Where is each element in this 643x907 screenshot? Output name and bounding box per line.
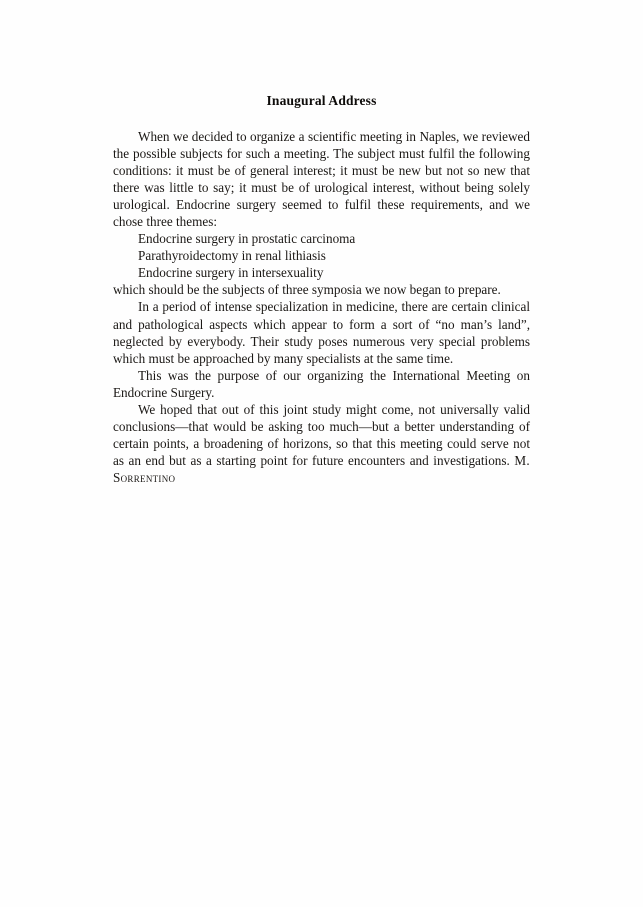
closing-text: We hoped that out of this joint study might come, not universally valid conclusions—that would be asking too much—but a better understanding of certain points, a broadening of horizons, so that this meeting could serve not as an end but as a starting point for future encounters and investigations. (113, 401, 530, 468)
paragraph-closing (113, 401, 530, 486)
paragraph-after-list: which should be the subjects of three symposia we now began to prepare. (113, 282, 501, 298)
paragraph-specialization: In a period of intense specialization in medicine, there are certain clinical and pathological aspects which appear to form a sort of “no man’s land”, neglected by everybody. Their study poses numerous very special problems which must be approached by many specialists at the same time. (113, 299, 530, 366)
paragraph-purpose: This was the purpose of our organizing the International Meeting on Endocrine Surgery. (113, 367, 530, 400)
text-block (113, 92, 530, 486)
document-body (113, 128, 530, 486)
paragraph-opening: When we decided to organize a scientific meeting in Naples, we reviewed the possible subjects for such a meeting. The subject must fulfil the following conditions: it must be of general interest; it must be new but not so new that there was little to say; it must be of urological interest, without being solely urological. Endocrine surgery seemed to fulfil these requirements, and we chose three themes: (113, 129, 530, 230)
list-item: Parathyroidectomy in renal lithiasis (138, 248, 326, 264)
list-item: Endocrine surgery in prostatic carcinoma (138, 231, 356, 247)
author-signature: M. Sorrentino (113, 452, 531, 485)
list-item: Endocrine surgery in intersexuality (138, 265, 324, 281)
page-title: Inaugural Address (266, 93, 377, 108)
theme-list (113, 230, 530, 281)
